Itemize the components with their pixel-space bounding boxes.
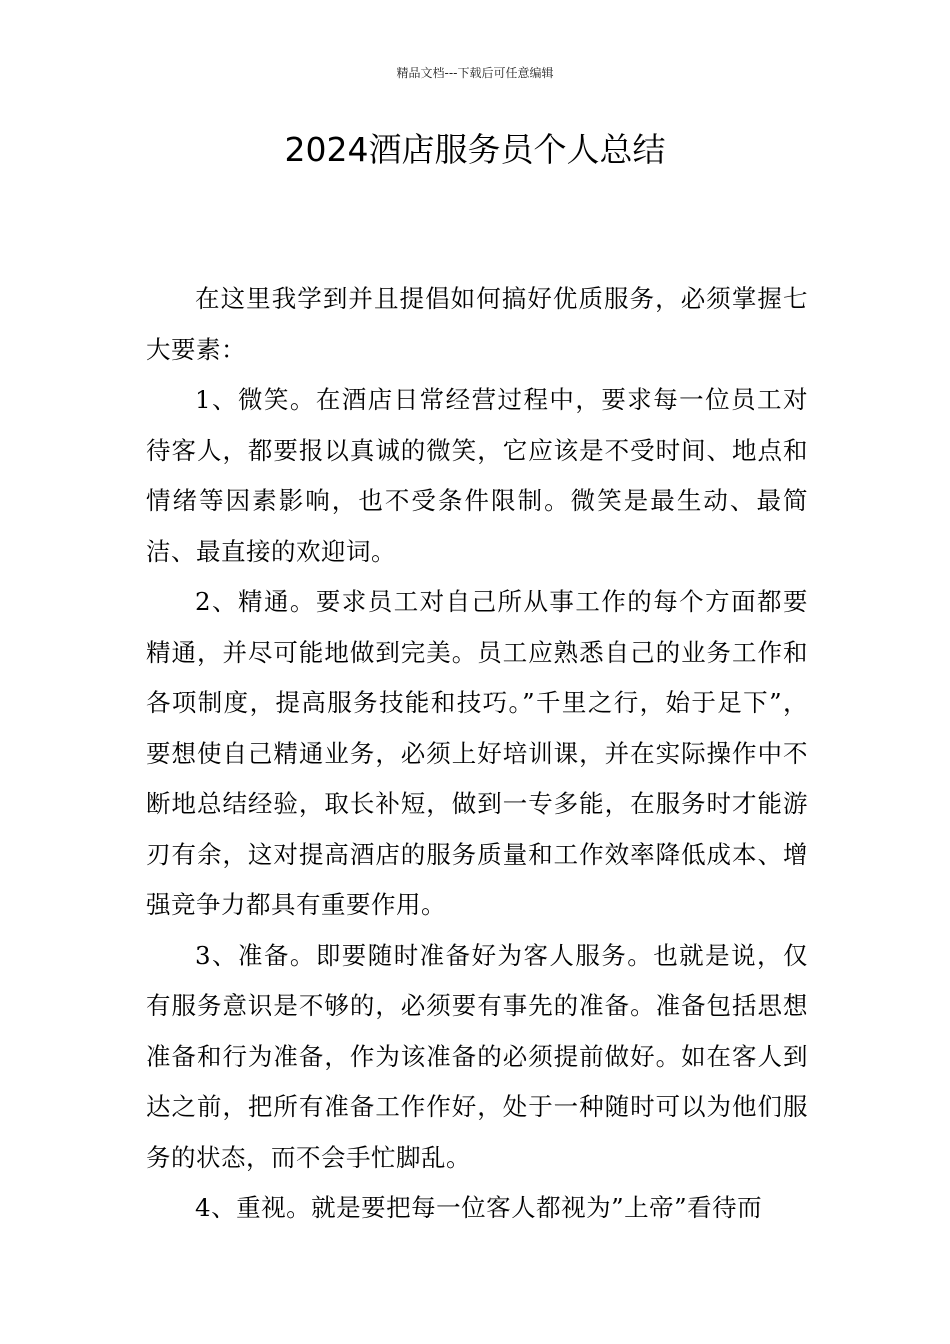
paragraph-preparation: 3、准备。即要随时准备好为客人服务。也就是说，仅有服务意识是不够的，必须要有事先的准备。准备包括思想准备和行为准备，作为该准备的必须提前做好。如在客人到达之前，把所有准备工作作好，处于一种随时可以为他们服务的状态，而不会手忙脚乱。 — [146, 940, 808, 1172]
document-title: 2024酒店服务员个人总结 — [284, 130, 666, 169]
document-body — [146, 274, 808, 1234]
paragraph-smile: 1、微笑。在酒店日常经营过程中，要求每一位员工对待客人，都要报以真诚的微笑，它应该是不受时间、地点和情绪等因素影响，也不受条件限制。微笑是最生动、最简洁、最直接的欢迎词。 — [146, 385, 808, 566]
paragraph-proficiency: 2、精通。要求员工对自己所从事工作的每个方面都要精通，并尽可能地做到完美。员工应熟悉自己的业务工作和各项制度，提高服务技能和技巧。”千里之行，始于足下”，要想使自己精通业务，必须上好培训课，并在实际操作中不断地总结经验，取长补短，做到一专多能，在服务时才能游刃有余，这对提高酒店的服务质量和工作效率降低成本、增强竞争力都具有重要作用。 — [146, 587, 808, 919]
header-note: 精品文档---下载后可任意编辑 — [396, 66, 554, 80]
paragraph-attention: 4、重视。就是要把每一位客人都视为”上帝”看待而 — [195, 1193, 763, 1222]
paragraph-intro: 在这里我学到并且提倡如何搞好优质服务，必须掌握七大要素： — [146, 284, 808, 364]
